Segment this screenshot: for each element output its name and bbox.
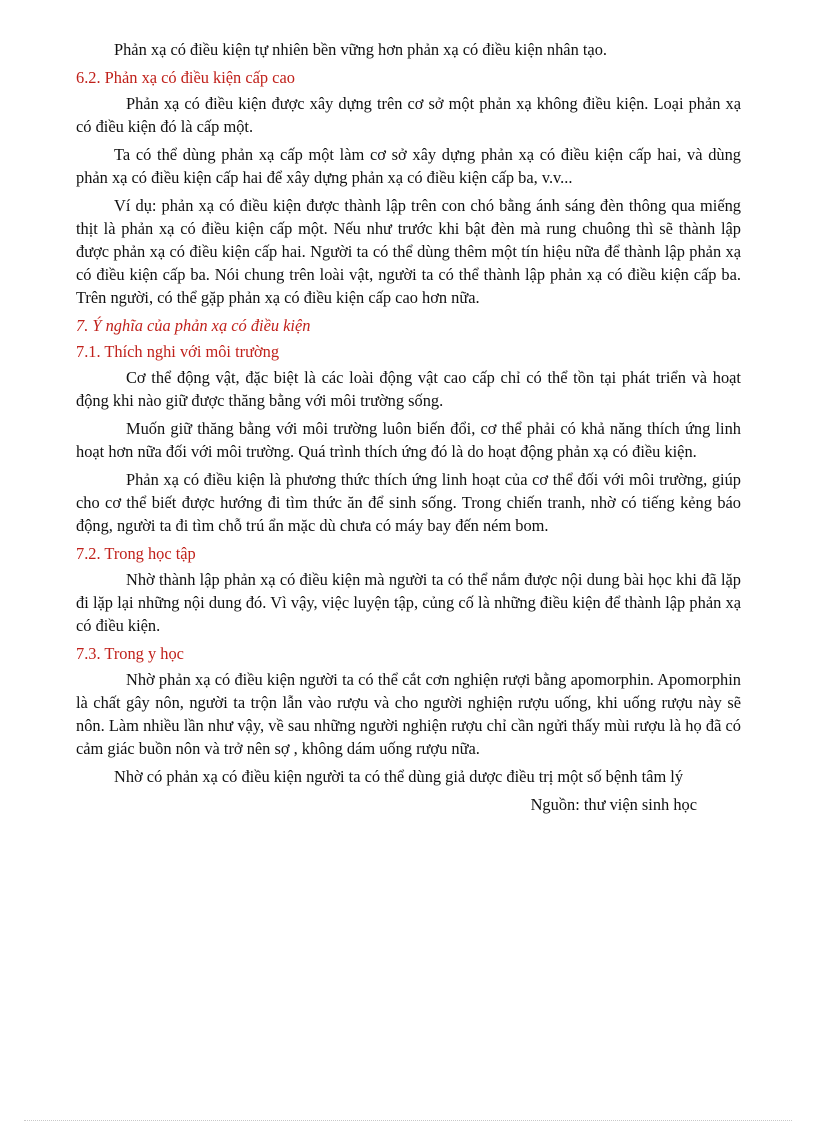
section-heading: 7.1. Thích nghi với môi trường <box>76 342 280 361</box>
section-heading: 7.2. Trong học tập <box>76 544 196 563</box>
paragraph: Cơ thể động vật, đặc biệt là các loài động vật cao cấp chỉ có thể tồn tại phát triển và hoạt động khi nào giữ được thăng bằng với môi trường sống. <box>76 368 741 410</box>
paragraph: Muốn giữ thăng bằng với môi trường luôn biến đổi, cơ thể phải có khả năng thích ứng linh hoạt hơn nữa đối với môi trường. Quá trình thích ứng đó là do hoạt động phản xạ có điều kiện. <box>76 419 741 461</box>
page-bottom-divider <box>24 1120 792 1121</box>
source-credit: Nguồn: thư viện sinh học <box>530 795 697 814</box>
document-page <box>76 38 741 821</box>
section-heading: 7. Ý nghĩa của phản xạ có điều kiện <box>76 316 311 335</box>
paragraph: Phản xạ có điều kiện được xây dựng trên cơ sở một phản xạ không điều kiện. Loại phản xạ có điều kiện đó là cấp một. <box>76 94 741 136</box>
section-heading: 7.3. Trong y học <box>76 644 184 663</box>
section-heading: 6.2. Phản xạ có điều kiện cấp cao <box>76 68 295 87</box>
paragraph: Phản xạ có điều kiện tự nhiên bền vững hơn phản xạ có điều kiện nhân tạo. <box>114 40 607 59</box>
paragraph: Ví dụ: phản xạ có điều kiện được thành lập trên con chó bằng ánh sáng đèn thông qua miếng thịt là phản xạ có điều kiện cấp một. Nếu như trước khi bật đèn mà rung chuông thì sẽ thành lập được phản xạ có điều kiện cấp hai. Người ta có thể dùng thêm một tín hiệu nữa để thành lập phản xạ có điều kiện cấp ba. Nói chung trên loài vật, người ta có thể thành lập phản xạ có điều kiện cấp ba. Trên người, có thể gặp phản xạ có điều kiện cấp cao hơn nữa. <box>76 196 741 307</box>
paragraph: Nhờ có phản xạ có điều kiện người ta có thể dùng giả dược điều trị một số bệnh tâm lý <box>114 767 684 786</box>
document-body <box>76 38 741 788</box>
paragraph: Nhờ thành lập phản xạ có điều kiện mà người ta có thể nắm được nội dung bài học khi đã lặp đi lặp lại những nội dung đó. Vì vậy, việc luyện tập, củng cố là những điều kiện để thành lập phản xạ có điều kiện. <box>76 570 741 635</box>
paragraph: Nhờ phản xạ có điều kiện người ta có thể cắt cơn nghiện rượi bằng apomorphin. Apomorphin là chất gây nôn, người ta trộn lẫn vào rượu và cho người nghiện rượu uống, khi uống rượu này sẽ nôn. Làm nhiều lần như vậy, về sau những người nghiện rượu chỉ cần ngửi thấy mùi rượu là họ đã có cảm giác buồn nôn và trở nên sợ , không dám uống rượu nữa. <box>76 670 741 758</box>
paragraph: Ta có thể dùng phản xạ cấp một làm cơ sở xây dựng phản xạ có điều kiện cấp hai, và dùng phản xạ có điều kiện cấp hai để xây dựng phản xạ có điều kiện cấp ba, v.v... <box>76 145 741 187</box>
paragraph: Phản xạ có điều kiện là phương thức thích ứng linh hoạt của cơ thể đối với môi trường, giúp cho cơ thể biết được hướng đi tìm thức ăn để sinh sống. Trong chiến tranh, nhờ có tiếng kẻng báo động, người ta đi tìm chỗ trú ẩn mặc dù chưa có máy bay đến ném bom. <box>76 470 741 535</box>
